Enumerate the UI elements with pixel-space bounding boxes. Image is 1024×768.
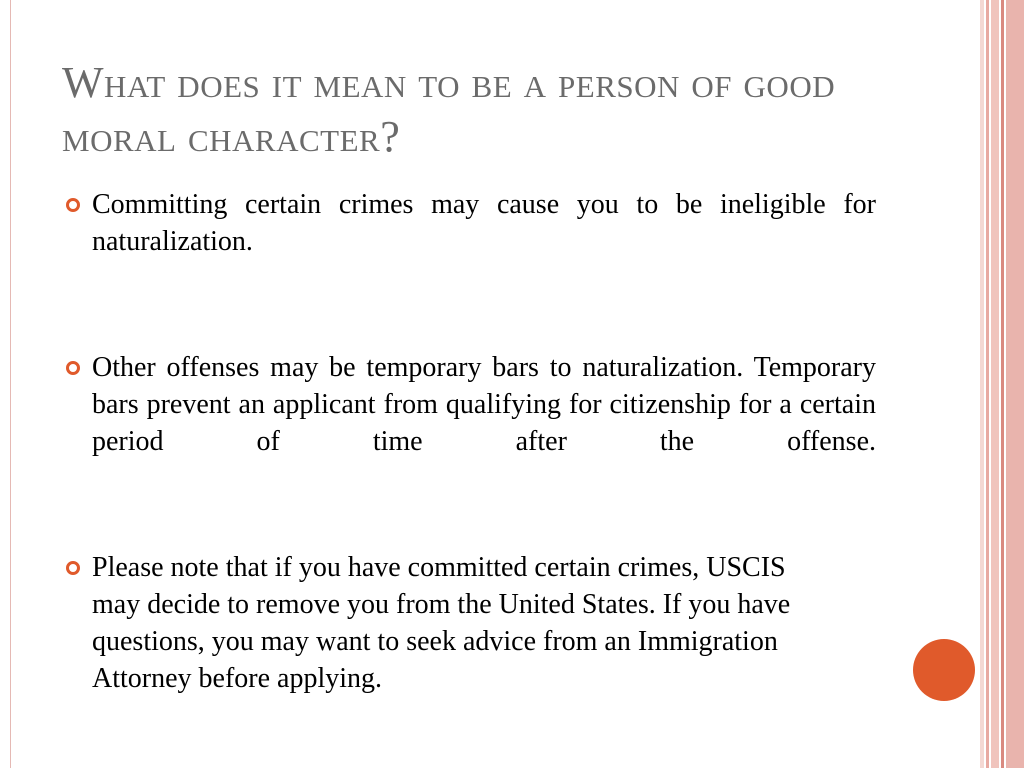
slide-title: What does it mean to be a person of good moral character? xyxy=(62,58,836,161)
bullet-ring-icon xyxy=(66,361,80,375)
stripe xyxy=(980,0,984,768)
bullet-item xyxy=(62,186,876,297)
bullet-text: Committing certain crimes may cause you to be ineligible for naturalization. xyxy=(92,189,876,257)
decorative-stripes xyxy=(980,0,1024,768)
frame-line xyxy=(10,0,11,768)
bullet-text: Other offenses may be temporary bars to naturalization. Temporary bars prevent an applicant from qualifying for citizenship for a certain period of time after the offense. xyxy=(92,352,876,457)
bullet-item xyxy=(62,549,876,697)
bullet-list xyxy=(62,186,876,697)
bullet-ring-icon xyxy=(66,198,80,212)
stripe xyxy=(1006,0,1024,768)
decorative-circle xyxy=(913,639,975,701)
bullet-ring-icon xyxy=(66,561,80,575)
stripe xyxy=(991,0,999,768)
stripe xyxy=(986,0,989,768)
bullet-item xyxy=(62,349,876,497)
stripe xyxy=(1001,0,1004,768)
bullet-text: Please note that if you have committed certain crimes, USCIS may decide to remove you from the United States. If you have questions, you may want to seek advice from an Immigration Attorney before applying. xyxy=(92,552,791,694)
